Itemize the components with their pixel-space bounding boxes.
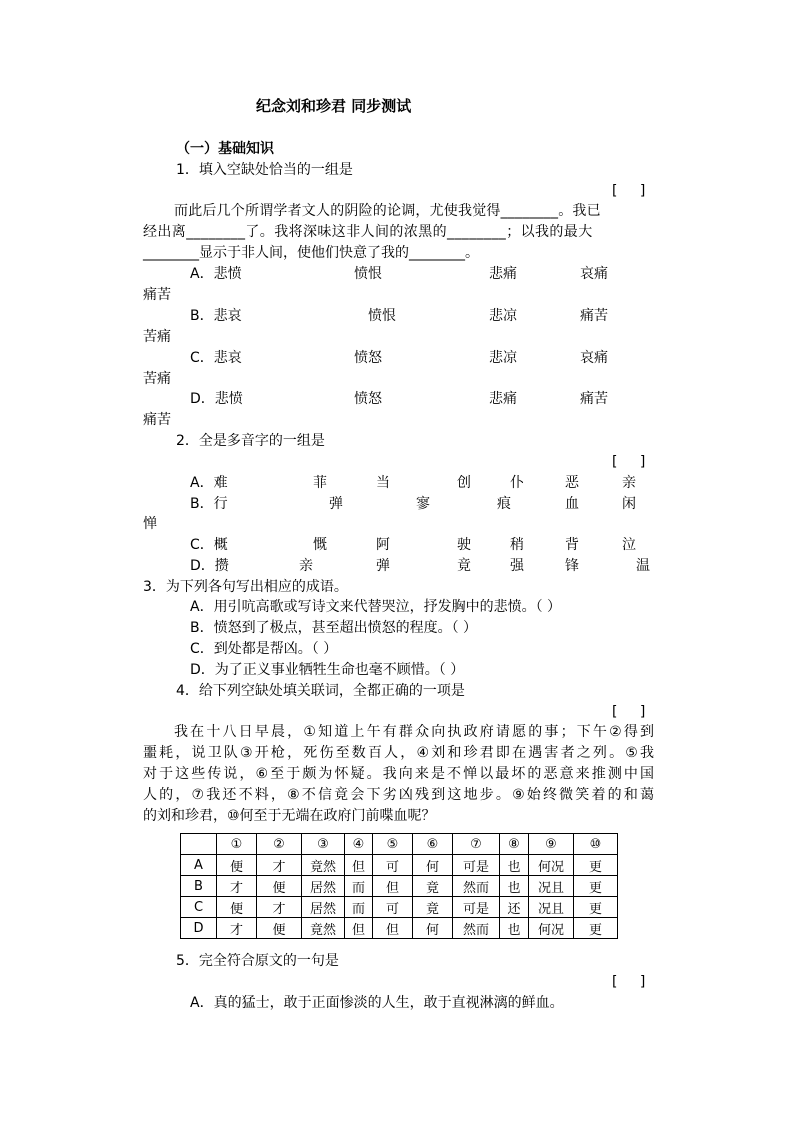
q1-option-c-label: C．悲哀 <box>190 350 242 366</box>
table-cell: 何 <box>413 855 453 876</box>
table-cell: 可 <box>373 855 413 876</box>
q4-passage-line4: 人的，⑦我还不料，⑧不信竟会下劣凶残到这地步。⑨始终微笑着的和蔼 <box>143 787 654 803</box>
table-cell: ⑤ <box>373 834 413 855</box>
table-cell: 但 <box>373 876 413 897</box>
table-cell: 况且 <box>529 897 574 918</box>
table-cell: 才 <box>257 855 302 876</box>
q2-option-label: A．难 <box>190 475 228 491</box>
table-cell: A <box>181 855 217 876</box>
q1-option-d-label: D．悲愤 <box>190 391 243 407</box>
section-heading: （一）基础知识 <box>176 141 274 157</box>
q2-char: 菲 <box>313 475 327 491</box>
table-cell: ② <box>257 834 302 855</box>
q2-char: 竟 <box>457 558 471 574</box>
q2-stem: 2．全是多音字的一组是 <box>176 433 325 449</box>
q2-char: 弹 <box>329 496 343 512</box>
q2-char: 阿 <box>376 537 390 553</box>
table-cell: 也 <box>500 918 529 939</box>
q1-option-word: 悲痛 <box>489 391 517 407</box>
page-title: 纪念刘和珍君 同步测试 <box>256 97 412 115</box>
q1-option-word: 愤恨 <box>354 266 382 282</box>
q1-passage-line3: ________显示于非人间，使他们快意了我的________。 <box>143 245 479 261</box>
q2-char: 痕 <box>497 496 511 512</box>
q5-stem: 5．完全符合原文的一句是 <box>176 953 339 969</box>
table-cell: 可是 <box>453 855 500 876</box>
q2-char: 亲 <box>299 558 313 574</box>
table-cell: 况且 <box>529 876 574 897</box>
table-cell: 但 <box>345 855 373 876</box>
table-row[interactable] <box>181 876 618 897</box>
table-cell: D <box>181 918 217 939</box>
q4-answer-bracket[interactable]: [ ] <box>612 704 646 720</box>
table-cell: 便 <box>217 897 257 918</box>
q2-answer-bracket[interactable]: [ ] <box>612 454 646 470</box>
table-cell <box>181 834 217 855</box>
q2-char: 稍 <box>510 537 524 553</box>
table-cell: 更 <box>574 876 618 897</box>
q3-item-c[interactable]: C．到处都是帮凶。（ ） <box>190 641 338 657</box>
q3-item-a[interactable]: A．用引吭高歌或写诗文来代替哭泣，抒发胸中的悲愤。（ ） <box>190 599 562 615</box>
table-cell: ⑨ <box>529 834 574 855</box>
table-cell: 竟 <box>413 897 453 918</box>
q1-option-word: 痛苦 <box>580 308 608 324</box>
table-cell: ③ <box>302 834 345 855</box>
table-cell: B <box>181 876 217 897</box>
q3-stem: 3．为下列各句写出相应的成语。 <box>143 579 348 595</box>
table-cell: 竟 <box>413 876 453 897</box>
q4-passage-line2: 噩耗，说卫队③开枪，死伤至数百人，④刘和珍君即在遇害者之列。⑤我 <box>143 745 654 761</box>
q2-char: 强 <box>510 558 524 574</box>
table-cell: 才 <box>217 876 257 897</box>
table-cell: 竟然 <box>302 918 345 939</box>
q2-option-label: D．攒 <box>190 558 229 574</box>
table-cell: 而 <box>345 876 373 897</box>
q1-option-word: 悲痛 <box>489 266 517 282</box>
table-cell: 便 <box>257 876 302 897</box>
q4-passage-line5: 的刘和珍君，⑩何至于无端在政府门前喋血呢？ <box>143 808 436 824</box>
q3-item-d[interactable]: D．为了正义事业牺牲生命也毫不顾惜。（ ） <box>190 662 465 678</box>
q2-char: 泣 <box>622 537 636 553</box>
q1-option-a-label: A．悲愤 <box>190 266 242 282</box>
q2-char: 弹 <box>376 558 390 574</box>
table-cell: 也 <box>500 855 529 876</box>
q1-option-word: 愤怒 <box>354 391 382 407</box>
q1-option-word: 痛苦 <box>143 287 171 303</box>
table-cell: 但 <box>345 918 373 939</box>
table-cell: 何况 <box>529 855 574 876</box>
q2-char: 仆 <box>510 475 524 491</box>
q4-answer-table <box>180 833 618 939</box>
table-header-row <box>181 834 618 855</box>
q1-option-word: 愤恨 <box>368 308 396 324</box>
q2-char: 驶 <box>457 537 471 553</box>
q4-passage-line3: 对于这些传说，⑥至于颇为怀疑。我向来是不惮以最坏的恶意来推测中国 <box>143 766 654 782</box>
table-cell: 更 <box>574 897 618 918</box>
q1-option-word: 愤怒 <box>354 350 382 366</box>
q1-option-word: 苦痛 <box>143 371 171 387</box>
q3-item-b[interactable]: B．愤怒到了极点，甚至超出愤怒的程度。（ ） <box>190 620 478 636</box>
table-cell: 更 <box>574 918 618 939</box>
table-row[interactable] <box>181 918 618 939</box>
q2-char: 背 <box>565 537 579 553</box>
q2-char: 闲 <box>622 496 636 512</box>
q2-char: 锋 <box>565 558 579 574</box>
table-cell: 才 <box>217 918 257 939</box>
q1-passage-line1: 而此后几个所谓学者文人的阴险的论调，尤使我觉得________。我已 <box>174 203 601 219</box>
q1-passage-line2: 经出离________了。我将深味这非人间的浓黑的________；以我的最大 <box>143 224 593 240</box>
q1-stem: 1．填入空缺处恰当的一组是 <box>176 162 353 178</box>
q2-char: 温 <box>636 558 650 574</box>
q2-char: 亲 <box>622 475 636 491</box>
table-cell: 但 <box>373 918 413 939</box>
q1-option-word: 哀痛 <box>580 266 608 282</box>
q1-option-word: 悲凉 <box>489 350 517 366</box>
q1-option-word: 悲凉 <box>489 308 517 324</box>
table-cell: 可是 <box>453 897 500 918</box>
table-cell: 也 <box>500 876 529 897</box>
q2-char: 寥 <box>416 496 430 512</box>
table-row[interactable] <box>181 897 618 918</box>
table-row[interactable] <box>181 855 618 876</box>
table-cell: 更 <box>574 855 618 876</box>
q2-option-label: C．概 <box>190 537 228 553</box>
table-cell: 然而 <box>453 918 500 939</box>
q2-char: 血 <box>565 496 579 512</box>
q1-option-b-label: B．悲哀 <box>190 308 242 324</box>
q2-char: 创 <box>457 475 471 491</box>
table-cell: 还 <box>500 897 529 918</box>
table-cell: 竟然 <box>302 855 345 876</box>
table-cell: 然而 <box>453 876 500 897</box>
table-cell: 居然 <box>302 897 345 918</box>
q2-char: 当 <box>376 475 390 491</box>
q5-option-a[interactable]: A．真的猛士，敢于正面惨淡的人生，敢于直视淋漓的鲜血。 <box>190 995 564 1011</box>
q5-answer-bracket[interactable]: [ ] <box>612 974 646 990</box>
table-cell: ⑥ <box>413 834 453 855</box>
table-cell: ⑩ <box>574 834 618 855</box>
q2-char: 惮 <box>143 516 157 532</box>
table-cell: 可 <box>373 897 413 918</box>
table-cell: ① <box>217 834 257 855</box>
q2-char: 恶 <box>565 475 579 491</box>
table-cell: 何况 <box>529 918 574 939</box>
table-cell: ⑧ <box>500 834 529 855</box>
q1-option-word: 痛苦 <box>143 412 171 428</box>
table-cell: 居然 <box>302 876 345 897</box>
q4-stem: 4．给下列空缺处填关联词，全都正确的一项是 <box>176 683 465 699</box>
table-cell: 便 <box>257 918 302 939</box>
q1-option-word: 哀痛 <box>580 350 608 366</box>
table-cell: C <box>181 897 217 918</box>
table-cell: 才 <box>257 897 302 918</box>
q4-passage-line1: 我在十八日早晨，①知道上午有群众向执政府请愿的事；下午②得到 <box>174 724 654 740</box>
q1-option-word: 苦痛 <box>143 329 171 345</box>
q2-char: 慨 <box>313 537 327 553</box>
q2-option-label: B．行 <box>190 496 228 512</box>
table-cell: ④ <box>345 834 373 855</box>
table-cell: 而 <box>345 897 373 918</box>
q1-answer-bracket[interactable]: [ ] <box>612 183 646 199</box>
table-cell: 何 <box>413 918 453 939</box>
table-cell: 便 <box>217 855 257 876</box>
table-cell: ⑦ <box>453 834 500 855</box>
q1-option-word: 痛苦 <box>580 391 608 407</box>
